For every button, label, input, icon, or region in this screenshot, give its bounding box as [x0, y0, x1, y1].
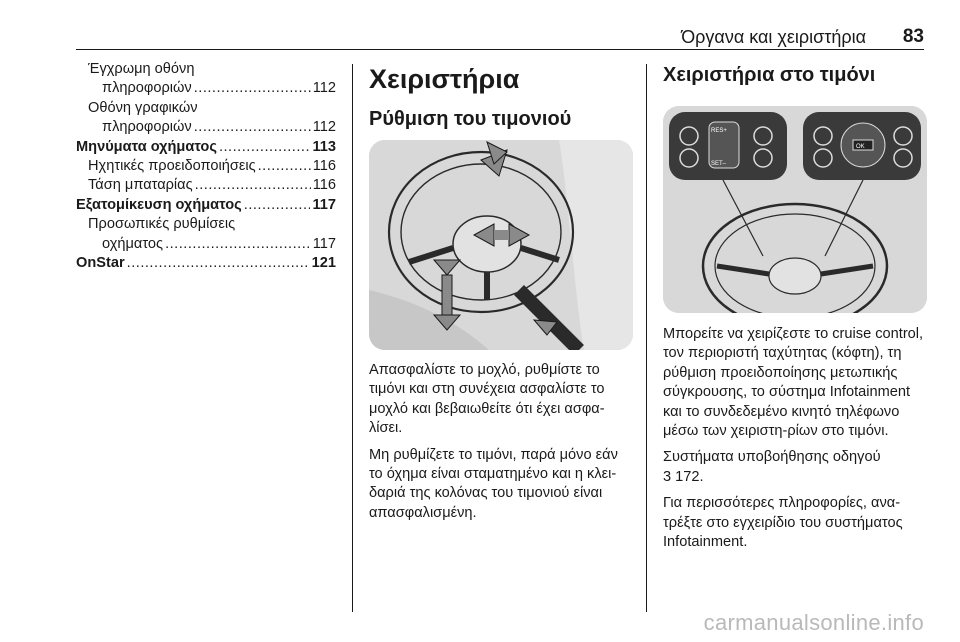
column-divider-2 — [646, 64, 647, 612]
toc-page: 116 — [312, 158, 336, 175]
toc-page: 121 — [311, 255, 336, 272]
paragraph: Απασφαλίστε το μοχλό, ρυθμίστε το τιμόνι και στη συνέχεια ασφαλίστε το μοχλό και βεβαιωθείτε ότι έχει ασφα-λίσει. — [369, 362, 605, 437]
ok-label: OK — [856, 144, 865, 150]
toc-column — [76, 60, 336, 273]
set-label: SET– — [711, 161, 727, 167]
toc-page: 112 — [312, 80, 336, 97]
toc-entry[interactable]: Προσωπικές ρυθμίσεις — [88, 216, 236, 233]
chapter-title: Όργανα και χειριστήρια — [681, 27, 866, 47]
steering-controls-drawing — [663, 106, 927, 313]
paragraph: Συστήματα υποβοήθησης οδηγού — [663, 449, 881, 466]
column-divider-1 — [352, 64, 353, 612]
toc-entry[interactable]: Οθόνη γραφικών — [88, 99, 198, 116]
toc-entry[interactable]: οχήματος ..... 117 — [76, 235, 336, 254]
toc-page: 116 — [312, 177, 336, 194]
toc-entry[interactable]: OnStar ..... 121 — [76, 254, 336, 273]
res-label: RES+ — [711, 128, 727, 134]
page-number: 83 — [902, 26, 924, 47]
toc-page: 117 — [312, 196, 336, 213]
section-heading: Χειριστήρια στο τιμόνι — [663, 64, 876, 86]
steering-controls-illustration — [663, 106, 927, 313]
page-header — [76, 22, 924, 50]
steering-adjustment-illustration — [369, 140, 633, 350]
toc-page: 112 — [312, 119, 336, 136]
toc-entry[interactable]: πληροφοριών ..... 112 — [76, 118, 336, 137]
subsection-heading: Ρύθμιση του τιμονιού — [369, 108, 572, 130]
middle-column — [369, 62, 633, 132]
paragraph: Για περισσότερες πληροφορίες, ανα-τρέξτε στο εγχειρίδιο του συστήματος Infotainment. — [663, 495, 903, 551]
cross-reference[interactable]: 3 172. — [663, 468, 704, 485]
toc-page: 113 — [312, 138, 336, 155]
right-body — [663, 325, 927, 552]
toc-entry[interactable]: πληροφοριών ..... 112 — [76, 79, 336, 98]
toc-entry[interactable]: Μηνύματα οχήματος ..... 113 — [76, 138, 336, 157]
watermark: carmanualsonline.info — [703, 610, 924, 635]
middle-body — [369, 361, 633, 523]
section-heading: Χειριστήρια — [369, 64, 520, 94]
toc-page: 117 — [312, 235, 336, 252]
toc-entry[interactable]: Έγχρωμη οθόνη — [88, 61, 195, 77]
toc-entry[interactable]: Τάση μπαταρίας ..... 116 — [76, 176, 336, 195]
toc-entry[interactable]: Ηχητικές προειδοποιήσεις ..... 116 — [76, 157, 336, 176]
paragraph: Μπορείτε να χειρίζεστε το cruise control, τον περιοριστή ταχύτητας (κόφτη), τη ρύθμιση προειδοποίησης μετωπικής σύγκρουσης, το σύστημα Infotainment και το συνδεδεμένο κινητό τηλέφωνο μέσω των χειριστη-ρίων στο τιμόνι. — [663, 326, 924, 440]
steering-wheel-adjust-drawing — [369, 140, 633, 350]
toc-entry[interactable]: Εξατομίκευση οχήματος ..... 117 — [76, 196, 336, 215]
paragraph: Μη ρυθμίζετε το τιμόνι, παρά μόνο εάν το όχημα είναι σταματημένο και η κλει-δαριά της κολόνας του τιμονιού είναι απασφαλισμένη. — [369, 446, 618, 521]
right-column — [663, 62, 927, 88]
header-rule — [76, 49, 924, 50]
